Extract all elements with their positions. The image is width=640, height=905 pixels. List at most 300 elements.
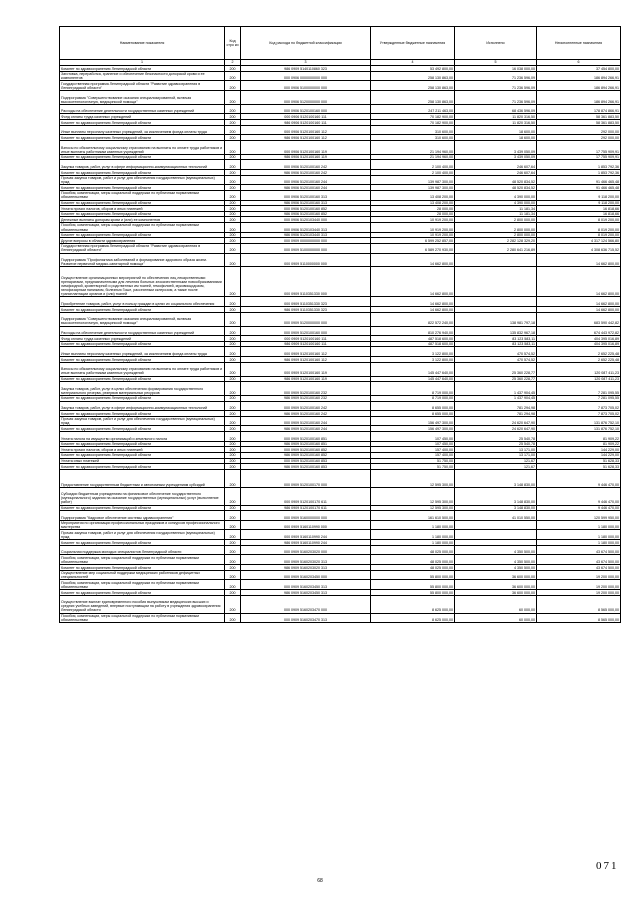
row-indicator-name: Расходы на обеспечение деятельности государственных казенных учреждений xyxy=(60,104,225,114)
row-unexecuted-amount: 683 590 442,82 xyxy=(537,312,621,326)
row-executed-amount: 1 437 904,45 xyxy=(455,395,537,401)
row-approved-amount: 1 180 000,00 xyxy=(371,520,455,530)
table-row xyxy=(60,545,621,555)
table-row xyxy=(60,555,621,565)
row-unexecuted-amount: 292 000,00 xyxy=(537,135,621,141)
row-indicator-name: Осуществление выплат единовременного пособия выпускникам медицинских высших и средних учебных заведений, впервые поступающим на работу в учреждения здравоохранения Ленинградской области xyxy=(60,595,225,613)
row-executed-amount: 24 620 647,90 xyxy=(455,416,537,426)
row-indicator-name: Пособия, компенсации, меры социальной поддержки по публичным нормативным обязательствам xyxy=(60,190,225,200)
row-budget-code: 000 0909 5120100160 119 xyxy=(241,362,371,376)
row-indicator-name: Иные выплаты персоналу казенных учреждений, за исключением фонда оплаты труда xyxy=(60,347,225,357)
row-indicator-name: Комитет по здравоохранению Ленинградской области xyxy=(60,211,225,217)
row-line-code: 200 xyxy=(225,341,241,347)
row-approved-amount: 8 719 000,00 xyxy=(371,395,455,401)
row-line-code: 200 xyxy=(225,71,241,81)
row-executed-amount: 3 148 830,00 xyxy=(455,487,537,505)
row-unexecuted-amount: 9 446 470,00 xyxy=(537,469,621,487)
row-executed-amount xyxy=(455,267,537,297)
row-budget-code: 986 0909 5120100170 611 xyxy=(241,505,371,511)
row-unexecuted-amount: 91 466 465,48 xyxy=(537,175,621,185)
row-unexecuted-amount: 14 662 800,00 xyxy=(537,253,621,267)
row-approved-amount: 8 655 000,00 xyxy=(371,411,455,417)
row-unexecuted-amount: 1 853 792,36 xyxy=(537,170,621,176)
row-unexecuted-amount: 17 755 909,91 xyxy=(537,154,621,160)
row-indicator-name: Фонд оплаты труда казенных учреждений xyxy=(60,336,225,342)
row-budget-code: 000 0909 0000000000 000 xyxy=(241,238,371,244)
row-budget-code: 986 0906 5120100160 112 xyxy=(241,135,371,141)
row-line-code: 200 xyxy=(225,135,241,141)
column-number: 6 xyxy=(537,60,621,66)
row-executed-amount: 138 981 797,18 xyxy=(455,312,537,326)
row-indicator-name: Комитет по здравоохранению Ленинградской области xyxy=(60,452,225,458)
budget-execution-table xyxy=(59,26,621,623)
row-unexecuted-amount: 8 019 200,00 xyxy=(537,222,621,232)
row-approved-amount: 139 987 300,00 xyxy=(371,185,455,191)
row-executed-amount: 13 171,00 xyxy=(455,447,537,453)
row-line-code: 200 xyxy=(225,211,241,217)
row-approved-amount: 157 400,00 xyxy=(371,452,455,458)
row-executed-amount: 4 350 500,00 xyxy=(455,555,537,565)
row-line-code: 200 xyxy=(225,217,241,223)
row-executed-amount: 781 294,98 xyxy=(455,401,537,411)
row-unexecuted-amount: 19 200 000,00 xyxy=(537,590,621,596)
table-row xyxy=(60,104,621,114)
table-row xyxy=(60,253,621,267)
row-line-code: 200 xyxy=(225,487,241,505)
row-line-code: 200 xyxy=(225,447,241,453)
row-budget-code: 986 0909 5160203020 313 xyxy=(241,565,371,571)
row-approved-amount: 13 408 200,00 xyxy=(371,200,455,206)
row-unexecuted-amount: 19 200 000,00 xyxy=(537,570,621,580)
row-executed-amount: 48 520 834,52 xyxy=(455,185,537,191)
row-indicator-name: Приобретение товаров, работ, услуг в пользу граждан в целях их социального обеспечения xyxy=(60,297,225,307)
table-row xyxy=(60,362,621,376)
row-line-code: 200 xyxy=(225,185,241,191)
row-line-code: 200 xyxy=(225,312,241,326)
row-budget-code: 000 0909 5120100160 853 xyxy=(241,458,371,464)
row-line-code: 200 xyxy=(225,243,241,253)
row-line-code: 200 xyxy=(225,160,241,170)
row-indicator-name: Прочая закупка товаров, работ и услуг для обеспечения государственных (муниципальных) нужд xyxy=(60,175,225,185)
row-indicator-name: Комитет по здравоохранению Ленинградской области xyxy=(60,170,225,176)
row-unexecuted-amount: 8 565 000,00 xyxy=(537,595,621,613)
row-approved-amount: 1 180 000,00 xyxy=(371,530,455,540)
row-approved-amount: 487 518 600,00 xyxy=(371,341,455,347)
row-indicator-name: Денежные выплаты донорам крови и (или) ее компонентов xyxy=(60,217,225,223)
row-indicator-name: Уплата иных платежей xyxy=(60,458,225,464)
row-line-code: 200 xyxy=(225,90,241,104)
row-executed-amount: 121,67 xyxy=(455,458,537,464)
row-indicator-name: Уплата налога на имущество организаций и земельного налога xyxy=(60,432,225,442)
row-indicator-name: Комитет по здравоохранению Ленинградской области xyxy=(60,135,225,141)
row-indicator-name: Осуществление организационных мероприятий по обеспечению лиц лекарственными препаратами, предназначенными для лечения больных злокачественными новообразованиями лимфоидной, кроветворной и родственных им тканей, гемофилией, муковисцидозом, гипофизарным нанизмом, болезнью Гоше, рассеянным склерозом, а также после трансплантации органов и (или) тканей xyxy=(60,267,225,297)
row-budget-code: 000 0906 5120103440 313 xyxy=(241,222,371,232)
row-approved-amount: 14 662 800,00 xyxy=(371,307,455,313)
row-executed-amount: 11 181,34 xyxy=(455,206,537,212)
row-unexecuted-amount: 9 446 470,00 xyxy=(537,487,621,505)
row-approved-amount: 8 625 000,00 xyxy=(371,613,455,623)
row-unexecuted-amount: 7 873 705,02 xyxy=(537,401,621,411)
row-budget-code: 000 0909 5120100160 111 xyxy=(241,336,371,342)
row-unexecuted-amount: 292 000,00 xyxy=(537,125,621,135)
row-indicator-name: Комитет по здравоохранению Ленинградской области xyxy=(60,565,225,571)
row-executed-amount: 41 010 550,00 xyxy=(455,511,537,521)
row-unexecuted-amount: 19 200 000,00 xyxy=(537,580,621,590)
row-unexecuted-amount: 37 454 800,00 xyxy=(537,66,621,72)
header-executed: Исполнено xyxy=(455,27,537,60)
row-line-code: 200 xyxy=(225,140,241,154)
row-executed-amount: 4 390 000,00 xyxy=(455,190,537,200)
row-approved-amount: 55 800 000,00 xyxy=(371,570,455,580)
row-unexecuted-amount: 144 229,00 xyxy=(537,452,621,458)
row-approved-amount: 2 100 400,00 xyxy=(371,170,455,176)
row-unexecuted-amount: 16 818,66 xyxy=(537,211,621,217)
row-unexecuted-amount: 674 443 972,82 xyxy=(537,326,621,336)
row-line-code: 200 xyxy=(225,347,241,357)
row-line-code: 200 xyxy=(225,170,241,176)
row-indicator-name: Пособия, компенсации, меры социальной поддержки по публичным нормативным обязательствам xyxy=(60,555,225,565)
row-approved-amount: 156 497 300,00 xyxy=(371,416,455,426)
row-executed-amount: 4 350 500,00 xyxy=(455,565,537,571)
row-budget-code: 000 0909 5110351330 000 xyxy=(241,267,371,297)
row-indicator-name: Подпрограмма "Совершенствование оказания специализированной, включая высокотехнологичную, медицинской помощи" xyxy=(60,312,225,326)
row-budget-code: 986 0909 5160110990 244 xyxy=(241,540,371,546)
row-budget-code: 000 0909 5120100160 232 xyxy=(241,382,371,396)
row-line-code: 200 xyxy=(225,540,241,546)
row-budget-code: 986 0906 5120100160 244 xyxy=(241,185,371,191)
row-indicator-name: Иные выплаты персоналу казенных учреждений, за исключением фонда оплаты труда xyxy=(60,125,225,135)
row-unexecuted-amount: 14 662 800,00 xyxy=(537,297,621,307)
row-executed-amount: 470 574,52 xyxy=(455,347,537,357)
row-indicator-name: Прочая закупка товаров, работ и услуг для обеспечения государственных (муниципальных) нужд xyxy=(60,416,225,426)
row-approved-amount: 70 182 900,00 xyxy=(371,120,455,126)
row-indicator-name: Закупка товаров, работ, услуг в целях обеспечения формирования государственного материального резерва, резервов материальных ресурсов xyxy=(60,382,225,396)
row-approved-amount: 12 595 300,00 xyxy=(371,505,455,511)
row-executed-amount: 83 123 583,11 xyxy=(455,336,537,342)
row-budget-code: 000 0909 5120100170 000 xyxy=(241,469,371,487)
row-line-code: 200 xyxy=(225,505,241,511)
row-approved-amount: 3 122 800,00 xyxy=(371,357,455,363)
row-approved-amount: 822 572 240,00 xyxy=(371,312,455,326)
header-indicator-name: Наименование показателя xyxy=(60,27,225,60)
row-unexecuted-amount: 404 395 016,89 xyxy=(537,336,621,342)
row-executed-amount: 36 600 000,00 xyxy=(455,590,537,596)
row-unexecuted-amount: 404 395 016,89 xyxy=(537,341,621,347)
row-budget-code: 986 0909 5120100160 851 xyxy=(241,441,371,447)
row-line-code: 200 xyxy=(225,297,241,307)
row-unexecuted-amount: 7 281 095,55 xyxy=(537,382,621,396)
row-executed-amount: 25 540,78 xyxy=(455,432,537,442)
row-line-code: 200 xyxy=(225,232,241,238)
table-row xyxy=(60,243,621,253)
row-executed-amount: 71 236 596,09 xyxy=(455,81,537,91)
header-line-code: Код стро ки xyxy=(225,27,241,60)
row-budget-code: 000 0909 5160110990 000 xyxy=(241,520,371,530)
row-budget-code: 986 0909 5140110860 323 xyxy=(241,66,371,72)
row-unexecuted-amount: 1 180 000,00 xyxy=(537,520,621,530)
table-row xyxy=(60,416,621,426)
row-executed-amount: 3 148 830,00 xyxy=(455,469,537,487)
row-budget-code: 986 0906 5120100160 119 xyxy=(241,154,371,160)
row-unexecuted-amount: 8 019 200,00 xyxy=(537,232,621,238)
row-line-code: 200 xyxy=(225,452,241,458)
row-budget-code: 000 0909 5120100160 242 xyxy=(241,401,371,411)
row-executed-amount: 36 600 000,00 xyxy=(455,580,537,590)
row-indicator-name: Подпрограмма "Кадровое обеспечение системы здравоохранения" xyxy=(60,511,225,521)
row-approved-amount: 14 662 800,00 xyxy=(371,297,455,307)
row-budget-code: 986 0909 5120100160 853 xyxy=(241,464,371,470)
row-line-code: 200 xyxy=(225,104,241,114)
page-stamp-number: 071 xyxy=(596,860,619,872)
row-indicator-name: Уплата прочих налогов, сборов и иных платежей xyxy=(60,206,225,212)
row-line-code: 200 xyxy=(225,357,241,363)
row-line-code: 200 xyxy=(225,120,241,126)
row-executed-amount: 24 620 647,90 xyxy=(455,426,537,432)
row-unexecuted-amount: 51 628,33 xyxy=(537,458,621,464)
row-indicator-name: Уплата прочих налогов, сборов и иных платежей xyxy=(60,447,225,453)
row-indicator-name: Закупка товаров, работ, услуг в сфере информационно-коммуникационных технологий xyxy=(60,160,225,170)
row-executed-amount: 16 038 000,00 xyxy=(455,66,537,72)
table-row xyxy=(60,267,621,297)
row-budget-code: 000 0909 5160203020 000 xyxy=(241,545,371,555)
row-line-code: 200 xyxy=(225,520,241,530)
row-executed-amount: 25 360 228,77 xyxy=(455,362,537,376)
table-row xyxy=(60,190,621,200)
row-budget-code: 000 0909 5160110990 244 xyxy=(241,530,371,540)
row-unexecuted-amount: 8 019 200,00 xyxy=(537,217,621,223)
row-budget-code: 000 0909 5120100160 852 xyxy=(241,447,371,453)
row-indicator-name: Социальная поддержка молодых специалистов Ленинградской области xyxy=(60,545,225,555)
row-indicator-name: Комитет по здравоохранению Ленинградской области xyxy=(60,200,225,206)
row-approved-amount: 310 600,00 xyxy=(371,125,455,135)
row-line-code: 200 xyxy=(225,432,241,442)
row-line-code: 200 xyxy=(225,426,241,432)
row-unexecuted-amount: 14 662 800,00 xyxy=(537,267,621,297)
row-indicator-name: Осуществление мер социальной поддержки медицинских работников дефицитных специальностей xyxy=(60,570,225,580)
row-line-code: 200 xyxy=(225,545,241,555)
row-budget-code: 986 0906 5120100160 852 xyxy=(241,211,371,217)
row-executed-amount: 2 282 128 329,20 xyxy=(455,238,537,244)
row-indicator-name: Заготовка, переработка, хранение и обеспечение безопасности донорской крови и ее компонентов xyxy=(60,71,225,81)
row-approved-amount: 145 447 640,00 xyxy=(371,362,455,376)
row-budget-code: 986 0909 5120100160 111 xyxy=(241,341,371,347)
row-indicator-name: Комитет по здравоохранению Ленинградской области xyxy=(60,232,225,238)
table-row xyxy=(60,595,621,613)
row-approved-amount: 247 211 463,00 xyxy=(371,104,455,114)
table-row xyxy=(60,222,621,232)
row-budget-code: 986 0906 5120100160 111 xyxy=(241,120,371,126)
table-row xyxy=(60,160,621,170)
row-indicator-name: Государственная программа Ленинградской области "Развитие здравоохранения в Ленинградской области" xyxy=(60,81,225,91)
row-unexecuted-amount: 9 446 470,00 xyxy=(537,505,621,511)
row-executed-amount: 71 236 596,09 xyxy=(455,71,537,81)
row-approved-amount: 6 599 252 857,00 xyxy=(371,238,455,244)
header-budget-classification: Код расхода по бюджетной классификации xyxy=(241,27,371,60)
row-line-code: 200 xyxy=(225,511,241,521)
row-line-code: 200 xyxy=(225,580,241,590)
row-budget-code: 000 0909 5120100160 000 xyxy=(241,326,371,336)
row-approved-amount: 21 194 960,00 xyxy=(371,154,455,160)
row-budget-code: 986 0909 5110351330 323 xyxy=(241,307,371,313)
row-approved-amount: 51 750,00 xyxy=(371,458,455,464)
row-unexecuted-amount: 1 853 792,36 xyxy=(537,160,621,170)
column-number: 5 xyxy=(455,60,537,66)
row-unexecuted-amount: 186 894 266,91 xyxy=(537,71,621,81)
row-line-code: 200 xyxy=(225,206,241,212)
row-unexecuted-amount: 120 599 950,00 xyxy=(537,511,621,521)
row-unexecuted-amount: 81 909,22 xyxy=(537,432,621,442)
row-budget-code: 000 0906 5120000000 000 xyxy=(241,90,371,104)
row-approved-amount: 161 610 500,00 xyxy=(371,511,455,521)
row-executed-amount: 25 360 228,77 xyxy=(455,376,537,382)
row-executed-amount: 135 832 967,18 xyxy=(455,326,537,336)
row-indicator-name: Фонд оплаты труда казенных учреждений xyxy=(60,114,225,120)
row-budget-code: 000 0906 5120100160 119 xyxy=(241,140,371,154)
row-unexecuted-amount: 186 894 266,91 xyxy=(537,90,621,104)
row-indicator-name: Комитет по здравоохранению Ленинградской области xyxy=(60,464,225,470)
row-executed-amount: 60 000,00 xyxy=(455,595,537,613)
row-budget-code: 986 0909 5120100160 112 xyxy=(241,357,371,363)
row-line-code: 200 xyxy=(225,376,241,382)
row-budget-code: 000 0909 5110000000 000 xyxy=(241,253,371,267)
row-budget-code: 000 0906 5120103440 000 xyxy=(241,217,371,223)
row-indicator-name: Комитет по здравоохранению Ленинградской области xyxy=(60,441,225,447)
header-approved: Утвержденные бюджетные назначения xyxy=(371,27,455,60)
row-line-code: 200 xyxy=(225,362,241,376)
row-budget-code: 000 0906 5120100160 313 xyxy=(241,190,371,200)
row-budget-code: 986 0909 5160203450 313 xyxy=(241,590,371,596)
row-approved-amount: 55 800 000,00 xyxy=(371,580,455,590)
table-row xyxy=(60,511,621,521)
row-budget-code: 000 0909 5120100170 611 xyxy=(241,487,371,505)
row-indicator-name: Комитет по здравоохранению Ленинградской области xyxy=(60,426,225,432)
row-unexecuted-amount: 120 087 411,23 xyxy=(537,362,621,376)
table-row xyxy=(60,469,621,487)
row-line-code: 200 xyxy=(225,395,241,401)
row-unexecuted-amount: 2 652 225,48 xyxy=(537,357,621,363)
row-line-code: 200 xyxy=(225,382,241,396)
row-indicator-name: Расходы на обеспечение деятельности государственных казенных учреждений xyxy=(60,326,225,336)
row-unexecuted-amount: 51 628,33 xyxy=(537,464,621,470)
row-indicator-name: Комитет по здравоохранению Ленинградской области xyxy=(60,120,225,126)
row-budget-code: 000 0909 5160000000 000 xyxy=(241,511,371,521)
row-line-code: 200 xyxy=(225,81,241,91)
row-line-code: 200 xyxy=(225,411,241,417)
row-approved-amount: 10 919 200,00 xyxy=(371,232,455,238)
row-executed-amount: 48 520 834,52 xyxy=(455,175,537,185)
row-unexecuted-amount: 43 674 500,00 xyxy=(537,565,621,571)
row-unexecuted-amount: 8 565 000,00 xyxy=(537,613,621,623)
row-indicator-name: Комитет по здравоохранению Ленинградской области xyxy=(60,307,225,313)
row-approved-amount: 10 919 200,00 xyxy=(371,222,455,232)
row-line-code: 200 xyxy=(225,595,241,613)
row-line-code: 200 xyxy=(225,175,241,185)
row-executed-amount: 2 800 000,00 xyxy=(455,222,537,232)
row-approved-amount: 51 750,00 xyxy=(371,464,455,470)
row-unexecuted-amount: 1 180 000,00 xyxy=(537,530,621,540)
row-executed-amount: 4 390 000,00 xyxy=(455,200,537,206)
row-unexecuted-amount: 43 674 500,00 xyxy=(537,555,621,565)
row-executed-amount: 11 820 316,50 xyxy=(455,120,537,126)
row-approved-amount: 6 589 270 930,00 xyxy=(371,243,455,253)
row-indicator-name: Прочая закупка товаров, работ и услуг для обеспечения государственных (муниципальных) нужд xyxy=(60,530,225,540)
row-indicator-name: Комитет по здравоохранению Ленинградской области xyxy=(60,357,225,363)
column-number: 3 xyxy=(241,60,371,66)
row-line-code: 200 xyxy=(225,401,241,411)
row-indicator-name: Мероприятия по организации профессиональных праздников и конкурсов профессионального мастерства xyxy=(60,520,225,530)
row-approved-amount: 810 276 940,00 xyxy=(371,326,455,336)
row-unexecuted-amount: 186 894 266,91 xyxy=(537,81,621,91)
row-approved-amount: 258 130 863,00 xyxy=(371,71,455,81)
row-executed-amount: 1 437 904,45 xyxy=(455,382,537,396)
row-approved-amount: 107 450,00 xyxy=(371,432,455,442)
row-unexecuted-amount: 9 118 200,00 xyxy=(537,190,621,200)
row-executed-amount xyxy=(455,297,537,307)
row-indicator-name: Комитет по здравоохранению Ленинградской области xyxy=(60,185,225,191)
row-unexecuted-amount: 7 281 095,55 xyxy=(537,395,621,401)
row-indicator-name: Другие вопросы в области здравоохранения xyxy=(60,238,225,244)
row-indicator-name: Подпрограмма "Профилактика заболеваний и формирование здорового образа жизни. Развитие первичной медико-санитарной помощи" xyxy=(60,253,225,267)
row-line-code: 200 xyxy=(225,530,241,540)
row-approved-amount: 107 450,00 xyxy=(371,441,455,447)
row-executed-amount: 2 800 000,00 xyxy=(455,232,537,238)
row-budget-code: 000 0906 5120100160 112 xyxy=(241,125,371,135)
row-budget-code: 000 0906 5120100160 111 xyxy=(241,114,371,120)
row-executed-amount: 3 439 050,09 xyxy=(455,140,537,154)
row-unexecuted-amount: 2 652 225,48 xyxy=(537,347,621,357)
row-line-code: 200 xyxy=(225,222,241,232)
row-budget-code: 000 0909 5120100160 851 xyxy=(241,432,371,442)
row-executed-amount: 2 800 000,00 xyxy=(455,217,537,223)
table-row xyxy=(60,432,621,442)
row-indicator-name: Закупка товаров, работ, услуг в сфере информационно-коммуникационных технологий xyxy=(60,401,225,411)
row-executed-amount: 36 600 000,00 xyxy=(455,570,537,580)
row-line-code: 200 xyxy=(225,200,241,206)
row-budget-code: 000 0909 5160203450 313 xyxy=(241,580,371,590)
row-budget-code: 000 0909 5120000000 000 xyxy=(241,312,371,326)
row-unexecuted-amount: 81 909,22 xyxy=(537,441,621,447)
row-indicator-name: Пособия, компенсации, меры социальной поддержки по публичным нормативным обязательствам xyxy=(60,222,225,232)
row-unexecuted-amount: 9 118 200,00 xyxy=(537,200,621,206)
row-executed-amount: 3 148 830,00 xyxy=(455,505,537,511)
row-line-code: 200 xyxy=(225,253,241,267)
row-indicator-name: Комитет по здравоохранению Ленинградской области xyxy=(60,505,225,511)
row-line-code: 200 xyxy=(225,267,241,297)
row-approved-amount: 10 919 200,00 xyxy=(371,217,455,223)
row-approved-amount: 28 000,00 xyxy=(371,206,455,212)
row-executed-amount: 13 171,00 xyxy=(455,452,537,458)
row-line-code: 200 xyxy=(225,464,241,470)
row-unexecuted-amount: 131 876 752,10 xyxy=(537,426,621,432)
row-approved-amount: 70 182 900,00 xyxy=(371,114,455,120)
row-executed-amount: 11 820 316,50 xyxy=(455,114,537,120)
row-unexecuted-amount: 178 874 866,91 xyxy=(537,104,621,114)
table-row xyxy=(60,530,621,540)
row-approved-amount: 310 600,00 xyxy=(371,135,455,141)
row-line-code: 200 xyxy=(225,125,241,135)
row-executed-amount: 11 181,34 xyxy=(455,211,537,217)
row-approved-amount: 258 130 863,00 xyxy=(371,81,455,91)
row-unexecuted-amount: 17 755 909,91 xyxy=(537,140,621,154)
row-executed-amount: 4 350 500,00 xyxy=(455,545,537,555)
table-row xyxy=(60,71,621,81)
row-unexecuted-amount: 16 818,66 xyxy=(537,206,621,212)
row-line-code: 200 xyxy=(225,458,241,464)
row-approved-amount: 139 987 300,00 xyxy=(371,175,455,185)
row-line-code: 200 xyxy=(225,565,241,571)
row-approved-amount: 8 625 000,00 xyxy=(371,595,455,613)
row-budget-code: 986 0909 5120100160 852 xyxy=(241,452,371,458)
